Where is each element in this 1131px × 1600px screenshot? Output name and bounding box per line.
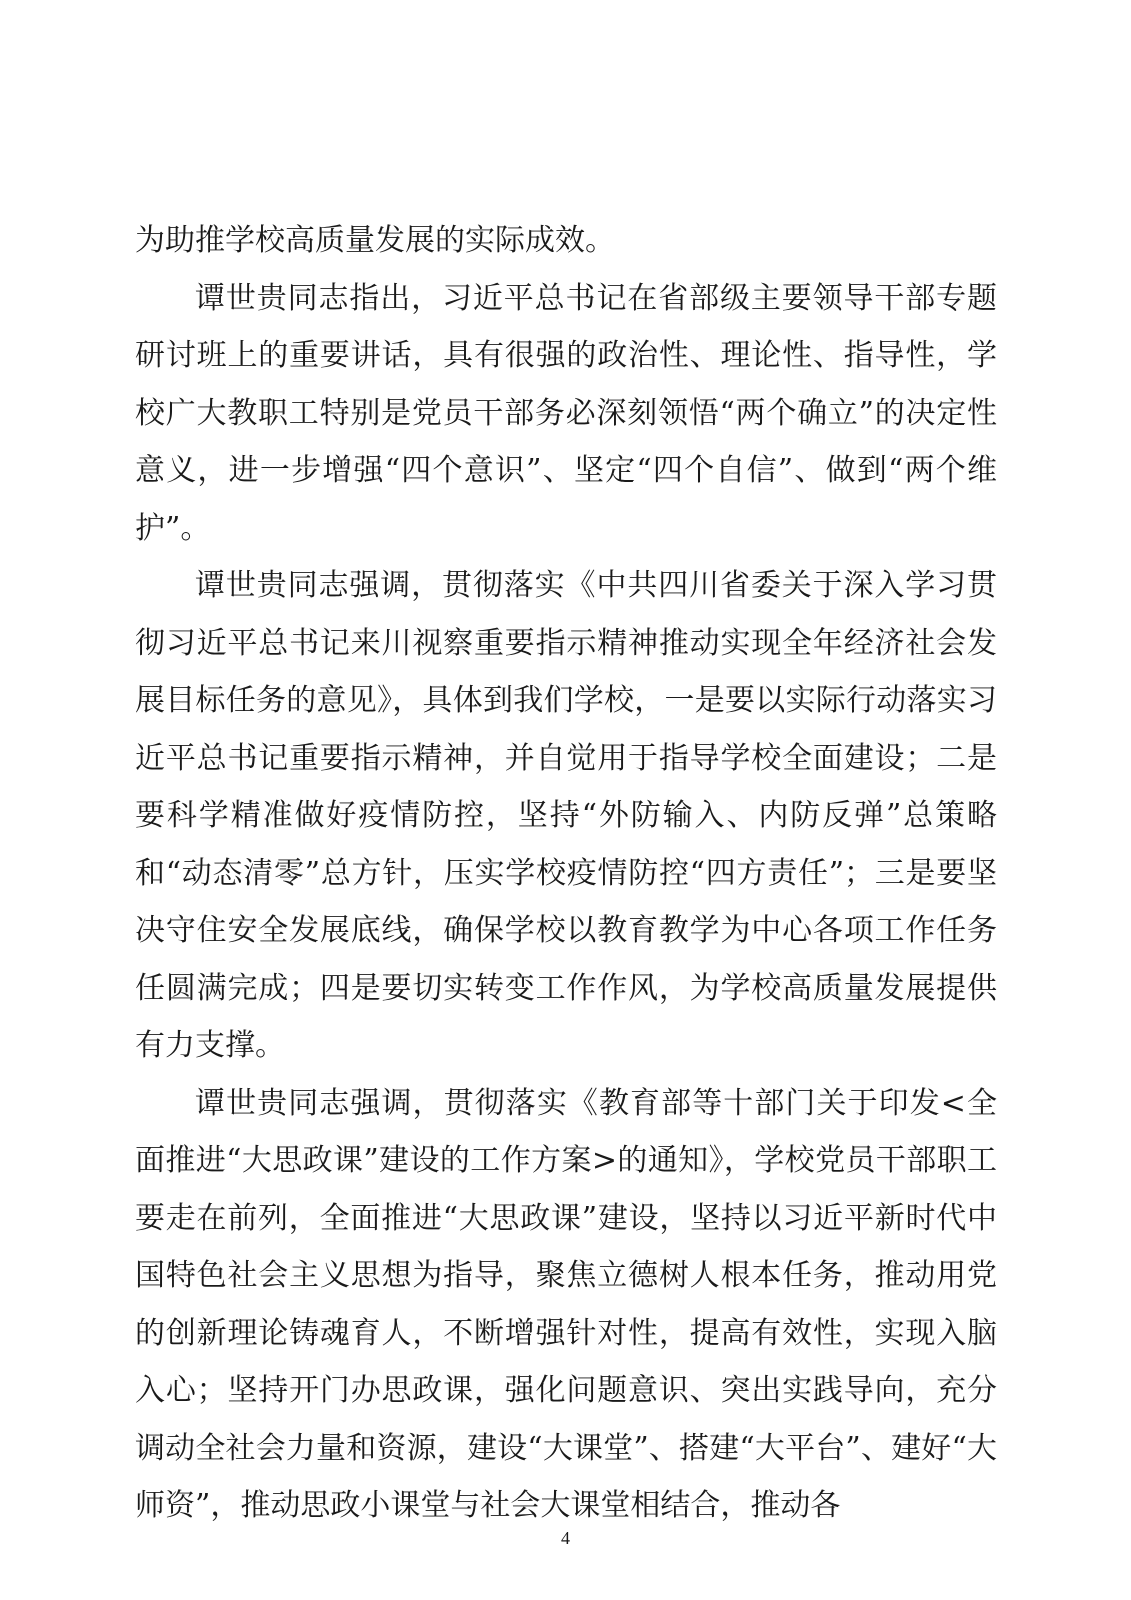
paragraph-big-ideology-course: 谭世贵同志强调，贯彻落实《教育部等十部门关于印发<全面推进“大思政课”建设的工作方案>的通知》，学校党员干部职工要走在前列，全面推进“大思政课”建设，坚持以习近平新时代中国特色社会主义思想为指导，聚焦立德树人根本任务，推动用党的创新理论铸魂育人，不断增强针对性，提高有效性，实现入脑入心；坚持开门办思政课，强化问题意识、突出实践导向，充分调动全社会力量和资源，建设“大课堂”、搭建“大平台”、建好“大师资”，推动思政小课堂与社会大课堂相结合，推动各 [135, 1085, 997, 1523]
paragraph-tan-pointed-out: 谭世贵同志指出，习近平总书记在省部级主要领导干部专题研讨班上的重要讲话，具有很强的政治性、理论性、指导性，学校广大教职工特别是党员干部务必深刻领悟“两个确立”的决定性意义，进一步增强“四个意识”、坚定“四个自信”、做到“两个维护”。 [135, 280, 997, 546]
paragraph-sichuan-opinion: 谭世贵同志强调，贯彻落实《中共四川省委关于深入学习贯彻习近平总书记来川视察重要指示精神推动实现全年经济社会发展目标任务的意见》，具体到我们学校，一是要以实际行动落实习近平总书记重要指示精神，并自觉用于指导学校全面建设；二是要科学精准做好疫情防控，坚持“外防输入、内防反弹”总策略和“动态清零”总方针，压实学校疫情防控“四方责任”；三是要坚决守住安全发展底线，确保学校以教育教学为中心各项工作任务任圆满完成；四是要切实转变工作作风，为学校高质量发展提供有力支撑。 [135, 568, 997, 1063]
page-number: 4 [561, 1528, 570, 1548]
paragraph-continuation: 为助推学校高质量发展的实际成效。 [135, 223, 615, 258]
document-body [135, 212, 997, 1535]
